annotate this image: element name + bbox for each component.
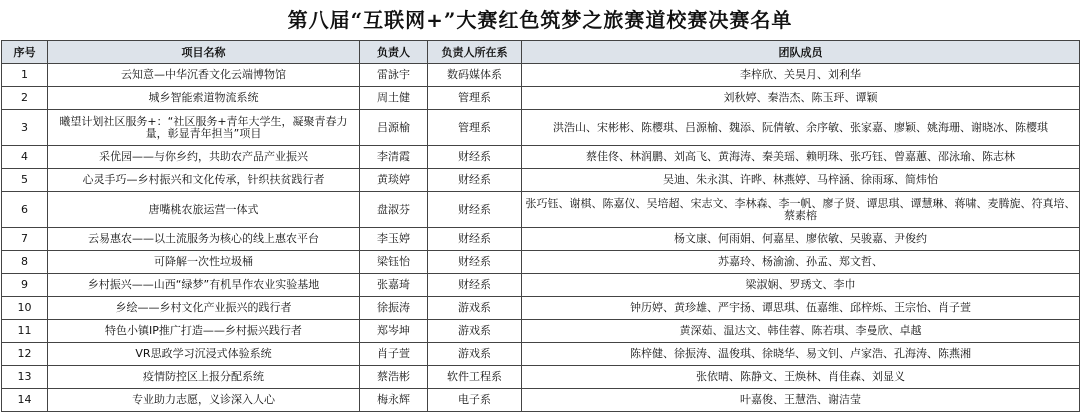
cell-number: 14 [2, 389, 48, 412]
cell-department: 数码媒体系 [428, 64, 522, 87]
cell-project: 唐嘴桃农旅运营一体式 [48, 192, 360, 228]
finalists-table [1, 40, 1080, 412]
cell-project: 云知意—中华沉香文化云端博物馆 [48, 64, 360, 87]
cell-leader: 吕源榆 [360, 110, 428, 146]
cell-number: 12 [2, 343, 48, 366]
cell-members: 刘秋婷、秦浩杰、陈玉玶、谭颖 [522, 87, 1080, 110]
cell-leader: 梅永辉 [360, 389, 428, 412]
cell-members: 叶嘉俊、王慧浩、谢洁莹 [522, 389, 1080, 412]
cell-leader: 周土健 [360, 87, 428, 110]
table-row [2, 169, 1080, 192]
table-row [2, 366, 1080, 389]
cell-number: 3 [2, 110, 48, 146]
cell-members: 杨文康、何雨娟、何嘉星、廖依敏、吴骏嘉、尹俊约 [522, 228, 1080, 251]
cell-department: 游戏系 [428, 297, 522, 320]
cell-members: 黄深茹、温达文、韩佳蓉、陈若琪、李曼欣、卓越 [522, 320, 1080, 343]
cell-members: 苏嘉玲、杨渝渝、孙孟、郑文哲、 [522, 251, 1080, 274]
table-row [2, 297, 1080, 320]
cell-department: 管理系 [428, 110, 522, 146]
cell-leader: 盘淑芬 [360, 192, 428, 228]
cell-department: 财经系 [428, 192, 522, 228]
cell-department: 游戏系 [428, 320, 522, 343]
table-row [2, 228, 1080, 251]
table-row [2, 87, 1080, 110]
table-row [2, 64, 1080, 87]
cell-department: 财经系 [428, 146, 522, 169]
table-row [2, 343, 1080, 366]
table-row [2, 389, 1080, 412]
cell-number: 9 [2, 274, 48, 297]
cell-members: 钟历婷、黄珍雄、严宇扬、谭思琪、伍嘉维、邱梓烁、王宗怡、肖子萱 [522, 297, 1080, 320]
cell-project: 疫情防控区上报分配系统 [48, 366, 360, 389]
cell-project: 专业助力志愿，义诊深入人心 [48, 389, 360, 412]
cell-project: 采优园——与你乡约，共助农产品产业振兴 [48, 146, 360, 169]
column-header-members: 团队成员 [522, 41, 1080, 64]
cell-number: 2 [2, 87, 48, 110]
cell-members: 张巧钰、谢棋、陈嘉仪、吴培超、宋志文、李林森、李一帆、廖子贤、谭思琪、谭慧琳、蒋啸、麦腾旎、符真培、蔡素榕 [522, 192, 1080, 228]
cell-leader: 张嘉琦 [360, 274, 428, 297]
cell-number: 1 [2, 64, 48, 87]
cell-leader: 李清霞 [360, 146, 428, 169]
cell-project: 心灵手巧—乡村振兴和文化传承，针织扶贫践行者 [48, 169, 360, 192]
cell-department: 财经系 [428, 251, 522, 274]
cell-leader: 梁钰怡 [360, 251, 428, 274]
cell-leader: 肖子萱 [360, 343, 428, 366]
column-header-leader: 负责人 [360, 41, 428, 64]
cell-members: 洪浩山、宋彬彬、陈樱琪、吕源榆、魏添、阮倩敏、余序敏、张家嘉、廖颖、姚海珊、谢晓冰、陈樱琪 [522, 110, 1080, 146]
cell-project: 云易惠农——以土流服务为核心的线上惠农平台 [48, 228, 360, 251]
cell-leader: 黄琰婷 [360, 169, 428, 192]
cell-number: 6 [2, 192, 48, 228]
table-row [2, 274, 1080, 297]
cell-number: 8 [2, 251, 48, 274]
table-row [2, 320, 1080, 343]
cell-members: 吴迪、朱永淇、许晔、林燕婷、马梓涵、徐雨琢、简炜怡 [522, 169, 1080, 192]
cell-department: 游戏系 [428, 343, 522, 366]
cell-leader: 徐振涛 [360, 297, 428, 320]
cell-members: 李梓欣、关昊月、刘利华 [522, 64, 1080, 87]
cell-members: 张依晴、陈静文、王焕林、肖佳森、刘显义 [522, 366, 1080, 389]
cell-project: 特色小镇IP推广打造——乡村振兴践行者 [48, 320, 360, 343]
cell-project: 曦望计划社区服务+：“社区服务+青年大学生，凝聚青春力量，彰显青年担当”项目 [48, 110, 360, 146]
table-header-row [2, 41, 1080, 64]
column-header-number: 序号 [2, 41, 48, 64]
cell-project: VR思政学习沉浸式体验系统 [48, 343, 360, 366]
cell-leader: 雷詠宇 [360, 64, 428, 87]
cell-number: 7 [2, 228, 48, 251]
cell-leader: 蔡浩彬 [360, 366, 428, 389]
page-title: 第八届“互联网+”大赛红色筑梦之旅赛道校赛决赛名单 [0, 0, 1080, 40]
table-body [2, 64, 1080, 412]
cell-department: 财经系 [428, 169, 522, 192]
cell-leader: 郑岑坤 [360, 320, 428, 343]
cell-department: 财经系 [428, 274, 522, 297]
cell-number: 10 [2, 297, 48, 320]
cell-number: 13 [2, 366, 48, 389]
cell-department: 财经系 [428, 228, 522, 251]
table-row [2, 110, 1080, 146]
cell-project: 城乡智能索道物流系统 [48, 87, 360, 110]
cell-number: 11 [2, 320, 48, 343]
cell-department: 管理系 [428, 87, 522, 110]
cell-number: 4 [2, 146, 48, 169]
table-row [2, 146, 1080, 169]
cell-project: 乡绘——乡村文化产业振兴的践行者 [48, 297, 360, 320]
cell-leader: 李玉婷 [360, 228, 428, 251]
table-row [2, 251, 1080, 274]
cell-members: 陈梓健、徐振涛、温俊琪、徐晓华、易文钊、卢家浩、孔海涛、陈燕湘 [522, 343, 1080, 366]
column-header-project: 项目名称 [48, 41, 360, 64]
table-row [2, 192, 1080, 228]
cell-department: 软件工程系 [428, 366, 522, 389]
cell-department: 电子系 [428, 389, 522, 412]
cell-members: 蔡佳佟、林润鹏、刘高飞、黄海涛、秦美瑶、赖明珠、张巧钰、曾嘉蕙、邵泳瑜、陈志林 [522, 146, 1080, 169]
cell-project: 可降解一次性垃圾桶 [48, 251, 360, 274]
cell-members: 梁淑娴、罗琇文、李巾 [522, 274, 1080, 297]
cell-number: 5 [2, 169, 48, 192]
cell-project: 乡村振兴——山西“绿梦”有机旱作农业实验基地 [48, 274, 360, 297]
column-header-department: 负责人所在系 [428, 41, 522, 64]
